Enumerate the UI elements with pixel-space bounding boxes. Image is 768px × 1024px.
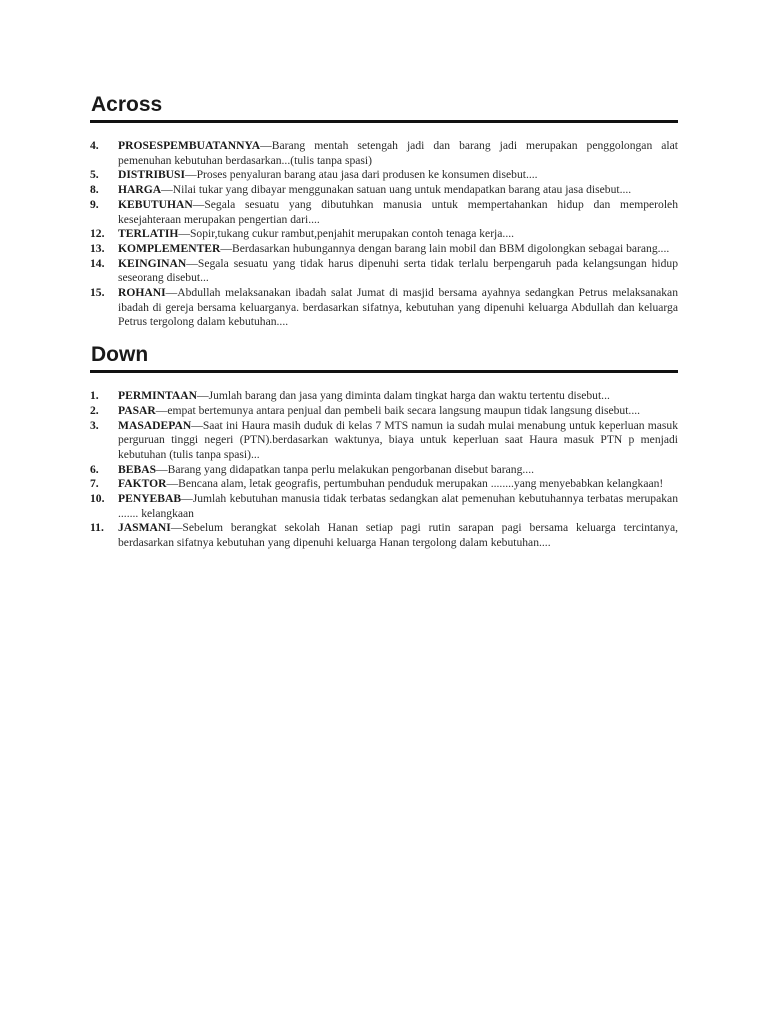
clue-number: 9. [90,197,99,211]
clue-body [118,139,678,168]
clue-number: 5. [90,168,99,182]
clue-answer: BEBAS [118,462,157,476]
clue-text: —Abdullah melaksanakan ibadah salat Jumat di masjid bersama ayahnya sedangkan Petrus melaksanakan ibadah di gereja bersama keluarganya. berdasarkan sifatnya, kebutuhan yang dipenuhi keluarga Abdullah dan keluarga Petrus tergolong dalam kebutuhan.... [118,286,678,329]
clue-answer: PENYEBAB [118,492,182,506]
clue-item [90,139,678,168]
clue-text: —Jumlah barang dan jasa yang diminta dalam tingkat harga dan waktu tertentu disebut... [197,389,610,403]
clue-text: —Bencana alam, letak geografis, pertumbuhan penduduk merupakan ........yang menyebabkan kelangkaan! [166,477,664,491]
down-section [90,342,678,551]
clue-text: —Saat ini Haura masih duduk di kelas 7 MTS namun ia sudah mulai menabung untuk keperluan masuk perguruan tinggi negeri (PTN).berdasarkan waktunya, biaya untuk keperluan saat Haura masuk PTN p menjadi kebutuhan (tulis tanpa spasi)... [118,418,678,461]
clue-text: —Sopir,tukang cukur rambut,penjahit merupakan contoh tenaga kerja.... [178,227,515,241]
clue-number: 10. [90,492,105,506]
down-heading: Down [91,343,149,367]
clue-text: —empat bertemunya antara penjual dan pembeli baik secara langsung maupun tidak langsung disebut.... [155,403,641,417]
clue-body [118,389,678,404]
clue-body [118,521,678,550]
clue-body [118,286,678,330]
clue-body [118,242,678,257]
clue-answer: MASADEPAN [118,418,192,432]
clue-item [90,463,678,478]
down-divider [90,370,678,373]
clue-body [118,183,678,198]
clue-answer: TERLATIH [118,227,179,241]
clue-text: —Nilai tukar yang dibayar menggunakan satuan uang untuk mendapatkan barang atau jasa disebut.... [161,183,632,197]
clue-body [118,168,678,183]
clue-body [118,477,678,492]
across-clue-list [90,139,678,330]
clue-item [90,492,678,521]
clue-item [90,286,678,330]
clue-text: —Segala sesuatu yang tidak harus dipenuhi serta tidak terlalu berpengaruh pada kelangsungan hidup seseorang disebut... [118,256,678,285]
clue-answer: HARGA [118,183,162,197]
clue-item [90,389,678,404]
clue-number: 1. [90,389,99,403]
clue-item [90,477,678,492]
clue-item [90,227,678,242]
clue-item [90,521,678,550]
clue-answer: JASMANI [118,521,171,535]
clue-item [90,404,678,419]
clue-answer: PERMINTAAN [118,389,198,403]
clue-number: 14. [90,256,105,270]
clue-answer: KEBUTUHAN [118,197,193,211]
clue-text: —Sebelum berangkat sekolah Hanan setiap pagi rutin sarapan pagi bersama keluarga tercintanya, berdasarkan sifatnya kebutuhan yang dipenuhi keluarga Hanan tergolong dalam kebutuhan.... [118,521,678,550]
clue-text: —Barang mentah setengah jadi dan barang jadi merupakan penggolongan alat pemenuhan kebutuhan berdasarkan...(tulis tanpa spasi) [118,139,678,167]
clue-answer: ROHANI [118,286,166,300]
clue-number: 11. [90,521,104,535]
clue-number: 4. [90,139,99,152]
across-divider [90,120,678,123]
clue-number: 15. [90,286,105,300]
clue-item [90,168,678,183]
clue-item [90,257,678,286]
clue-text: —Proses penyaluran barang atau jasa dari produsen ke konsumen disebut.... [185,168,538,182]
clue-body [118,492,678,521]
clue-answer: PASAR [118,403,156,417]
clue-number: 6. [90,462,99,476]
clue-answer: FAKTOR [118,477,167,491]
clue-body [118,404,678,419]
clue-text: —Segala sesuatu yang dibutuhkan manusia untuk mempertahankan hidup dan memperoleh kesejahteraan merupakan pengertian dari.... [118,197,678,226]
clue-item [90,198,678,227]
crossword-clues-page [90,92,678,551]
clue-body [118,419,678,463]
clue-body [118,227,678,242]
clue-number: 2. [90,403,99,417]
clue-item [90,183,678,198]
down-clue-list [90,389,678,551]
clue-number: 7. [90,477,99,491]
across-section [90,92,678,330]
clue-item [90,242,678,257]
clue-number: 8. [90,183,99,197]
clue-item [90,419,678,463]
clue-text: —Jumlah kebutuhan manusia tidak terbatas sedangkan alat pemenuhan kebutuhannya terbatas merupakan ....... kelangkaan [118,492,678,520]
clue-answer: PROSESPEMBUATANNYA [118,139,261,152]
across-heading: Across [91,93,163,116]
clue-answer: DISTRIBUSI [118,168,186,182]
clue-text: —Barang yang didapatkan tanpa perlu melakukan pengorbanan disebut barang.... [156,462,534,476]
clue-answer: KOMPLEMENTER [118,241,221,255]
clue-answer: KEINGINAN [118,256,187,270]
clue-body [118,198,678,227]
clue-number: 12. [90,227,105,241]
clue-body [118,257,678,286]
clue-text: —Berdasarkan hubungannya dengan barang lain mobil dan BBM digolongkan sebagai barang.... [220,241,670,255]
clue-number: 13. [90,241,105,255]
clue-number: 3. [90,418,99,432]
clue-body [118,463,678,478]
